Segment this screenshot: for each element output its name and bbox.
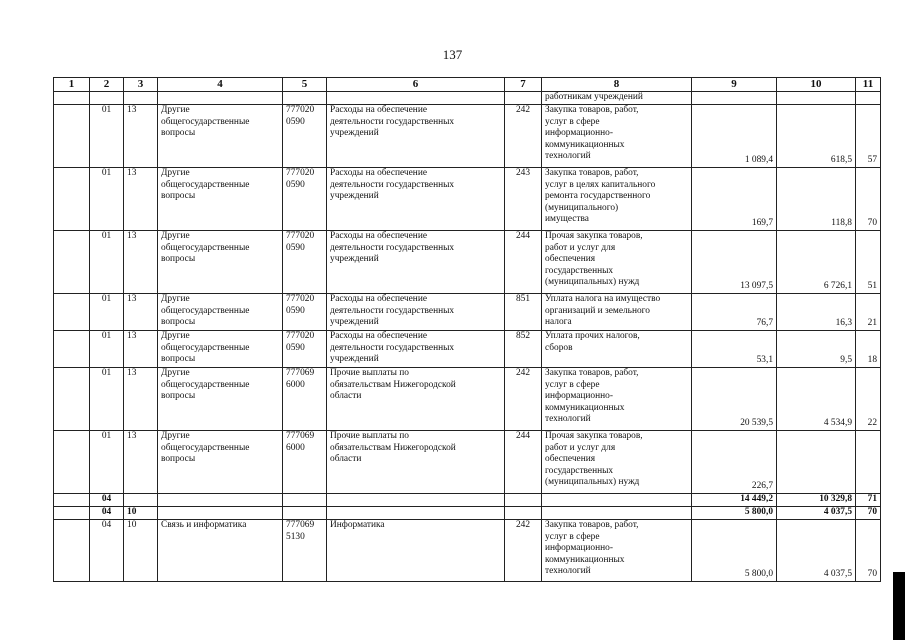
cell-kind-of-expense xyxy=(542,494,692,507)
cell-subsection: 13 xyxy=(124,231,158,294)
cell-percent xyxy=(856,431,881,494)
cell-section: 01 xyxy=(90,368,124,431)
cell-target-code: 777020 0590 xyxy=(283,231,327,294)
cell-section-name xyxy=(158,494,283,507)
cell-actual: 4 037,5 xyxy=(777,520,856,582)
cell-plan: 20 539,5 xyxy=(692,368,777,431)
cell-plan: 13 097,5 xyxy=(692,231,777,294)
cell-kind-of-expense: Закупка товаров, работ, услуг в сфере информационно- коммуникационных технологий xyxy=(542,368,692,431)
cell-kind-of-expense: Закупка товаров, работ, услуг в сфере информационно- коммуникационных технологий xyxy=(542,105,692,168)
column-header: 10 xyxy=(777,78,856,92)
cell-expense-code xyxy=(505,494,542,507)
cell-section: 04 xyxy=(90,520,124,582)
cell-col1 xyxy=(54,520,90,582)
cell-target-code xyxy=(283,494,327,507)
cell-col1 xyxy=(54,507,90,520)
cell-expense-code: 242 xyxy=(505,105,542,168)
cell-target-name: Информатика xyxy=(327,520,505,582)
cell-col1 xyxy=(54,105,90,168)
cell-col1 xyxy=(54,294,90,331)
column-header: 8 xyxy=(542,78,692,92)
cell xyxy=(692,92,777,105)
cell-percent: 18 xyxy=(856,331,881,368)
cell-col1 xyxy=(54,494,90,507)
column-header: 2 xyxy=(90,78,124,92)
cell-percent: 70 xyxy=(856,507,881,520)
cell-target-code: 777020 0590 xyxy=(283,105,327,168)
cell-plan: 1 089,4 xyxy=(692,105,777,168)
cell-col1 xyxy=(54,431,90,494)
cell-col1 xyxy=(54,168,90,231)
cell-percent: 70 xyxy=(856,168,881,231)
cell-subsection: 13 xyxy=(124,431,158,494)
cell xyxy=(54,92,90,105)
cell-section-name: Другие общегосударственные вопросы xyxy=(158,431,283,494)
table-row xyxy=(54,105,881,168)
cell-target-code: 777020 0590 xyxy=(283,331,327,368)
cell-plan: 53,1 xyxy=(692,331,777,368)
cell xyxy=(283,92,327,105)
cell-target-name: Расходы на обеспечение деятельности государственных учреждений xyxy=(327,168,505,231)
cell-section: 04 xyxy=(90,494,124,507)
cell xyxy=(158,92,283,105)
cell-subsection: 10 xyxy=(124,507,158,520)
cell-percent: 70 xyxy=(856,520,881,582)
cell-expense-code: 851 xyxy=(505,294,542,331)
cell-section-name xyxy=(158,507,283,520)
cell-actual: 10 329,8 xyxy=(777,494,856,507)
cell-subsection: 13 xyxy=(124,368,158,431)
scan-edge xyxy=(893,572,905,640)
cell-section-name: Другие общегосударственные вопросы xyxy=(158,105,283,168)
cell-subsection: 13 xyxy=(124,105,158,168)
table-row xyxy=(54,520,881,582)
cell xyxy=(90,92,124,105)
cell-section-name: Другие общегосударственные вопросы xyxy=(158,368,283,431)
table-row xyxy=(54,231,881,294)
cell xyxy=(856,92,881,105)
cell-section-name: Другие общегосударственные вопросы xyxy=(158,294,283,331)
cell-kind-of-expense: Прочая закупка товаров, работ и услуг для обеспечения государственных (муниципальных) нужд xyxy=(542,431,692,494)
cell-target-name: Расходы на обеспечение деятельности государственных учреждений xyxy=(327,105,505,168)
cell-target-code: 777069 6000 xyxy=(283,368,327,431)
cell-subsection xyxy=(124,494,158,507)
table-row xyxy=(54,494,881,507)
cell-plan: 226,7 xyxy=(692,431,777,494)
cell-target-code: 777069 6000 xyxy=(283,431,327,494)
cell-target-name: Прочие выплаты по обязательствам Нижегородской области xyxy=(327,431,505,494)
cell-plan: 169,7 xyxy=(692,168,777,231)
cell-plan: 76,7 xyxy=(692,294,777,331)
cell-subsection: 13 xyxy=(124,168,158,231)
cell-section-name: Другие общегосударственные вопросы xyxy=(158,168,283,231)
cell-target-name: Расходы на обеспечение деятельности государственных учреждений xyxy=(327,331,505,368)
cell-percent: 22 xyxy=(856,368,881,431)
column-header: 1 xyxy=(54,78,90,92)
cell xyxy=(124,92,158,105)
cell-actual: 9,5 xyxy=(777,331,856,368)
cell-subsection: 13 xyxy=(124,331,158,368)
cell-target-name: Расходы на обеспечение деятельности государственных учреждений xyxy=(327,231,505,294)
table-row xyxy=(54,368,881,431)
column-header: 9 xyxy=(692,78,777,92)
cell-target-code: 777069 5130 xyxy=(283,520,327,582)
cell-subsection: 13 xyxy=(124,294,158,331)
cell-target-code: 777020 0590 xyxy=(283,294,327,331)
cell-expense-code: 243 xyxy=(505,168,542,231)
cell-section: 01 xyxy=(90,331,124,368)
cell-kind-of-expense: работникам учреждений xyxy=(542,92,692,105)
cell-plan: 5 800,0 xyxy=(692,507,777,520)
cell-actual: 4 037,5 xyxy=(777,507,856,520)
cell-actual: 4 534,9 xyxy=(777,368,856,431)
continuation-row xyxy=(54,92,881,105)
cell-target-code: 777020 0590 xyxy=(283,168,327,231)
column-header: 6 xyxy=(327,78,505,92)
budget-table xyxy=(53,77,881,582)
cell-actual xyxy=(777,431,856,494)
table-row xyxy=(54,331,881,368)
cell-section: 01 xyxy=(90,231,124,294)
cell-actual: 6 726,1 xyxy=(777,231,856,294)
cell-kind-of-expense: Закупка товаров, работ, услуг в сфере информационно- коммуникационных технологий xyxy=(542,520,692,582)
cell-kind-of-expense: Уплата прочих налогов, сборов xyxy=(542,331,692,368)
cell-target-name xyxy=(327,494,505,507)
cell-section: 01 xyxy=(90,431,124,494)
cell-target-name xyxy=(327,507,505,520)
cell-expense-code xyxy=(505,507,542,520)
cell-expense-code: 244 xyxy=(505,431,542,494)
cell-percent: 21 xyxy=(856,294,881,331)
cell-percent: 51 xyxy=(856,231,881,294)
cell-expense-code: 242 xyxy=(505,520,542,582)
cell-target-name: Расходы на обеспечение деятельности государственных учреждений xyxy=(327,294,505,331)
cell-target-name: Прочие выплаты по обязательствам Нижегородской области xyxy=(327,368,505,431)
cell-section: 01 xyxy=(90,105,124,168)
cell-expense-code: 242 xyxy=(505,368,542,431)
cell-col1 xyxy=(54,368,90,431)
cell xyxy=(327,92,505,105)
cell-subsection: 10 xyxy=(124,520,158,582)
cell-col1 xyxy=(54,231,90,294)
cell-actual: 16,3 xyxy=(777,294,856,331)
cell-actual: 118,8 xyxy=(777,168,856,231)
cell xyxy=(505,92,542,105)
cell-section-name: Связь и информатика xyxy=(158,520,283,582)
cell-section-name: Другие общегосударственные вопросы xyxy=(158,331,283,368)
cell-plan: 5 800,0 xyxy=(692,520,777,582)
column-header: 11 xyxy=(856,78,881,92)
header-row xyxy=(54,78,881,92)
column-header: 4 xyxy=(158,78,283,92)
cell-kind-of-expense xyxy=(542,507,692,520)
cell-kind-of-expense: Уплата налога на имущество организаций и земельного налога xyxy=(542,294,692,331)
cell-actual: 618,5 xyxy=(777,105,856,168)
column-header: 5 xyxy=(283,78,327,92)
cell-plan: 14 449,2 xyxy=(692,494,777,507)
cell-section: 01 xyxy=(90,168,124,231)
table-row xyxy=(54,168,881,231)
table-row xyxy=(54,507,881,520)
cell-percent: 71 xyxy=(856,494,881,507)
table-row xyxy=(54,294,881,331)
column-header: 3 xyxy=(124,78,158,92)
cell-kind-of-expense: Закупка товаров, работ, услуг в целях капитального ремонта государственного (муниципального) имущества xyxy=(542,168,692,231)
cell-section: 04 xyxy=(90,507,124,520)
cell-section: 01 xyxy=(90,294,124,331)
cell-expense-code: 852 xyxy=(505,331,542,368)
cell-section-name: Другие общегосударственные вопросы xyxy=(158,231,283,294)
cell-percent: 57 xyxy=(856,105,881,168)
column-header: 7 xyxy=(505,78,542,92)
table-row xyxy=(54,431,881,494)
cell xyxy=(777,92,856,105)
cell-target-code xyxy=(283,507,327,520)
cell-col1 xyxy=(54,331,90,368)
cell-expense-code: 244 xyxy=(505,231,542,294)
page-number: 137 xyxy=(442,47,463,62)
cell-kind-of-expense: Прочая закупка товаров, работ и услуг для обеспечения государственных (муниципальных) нужд xyxy=(542,231,692,294)
